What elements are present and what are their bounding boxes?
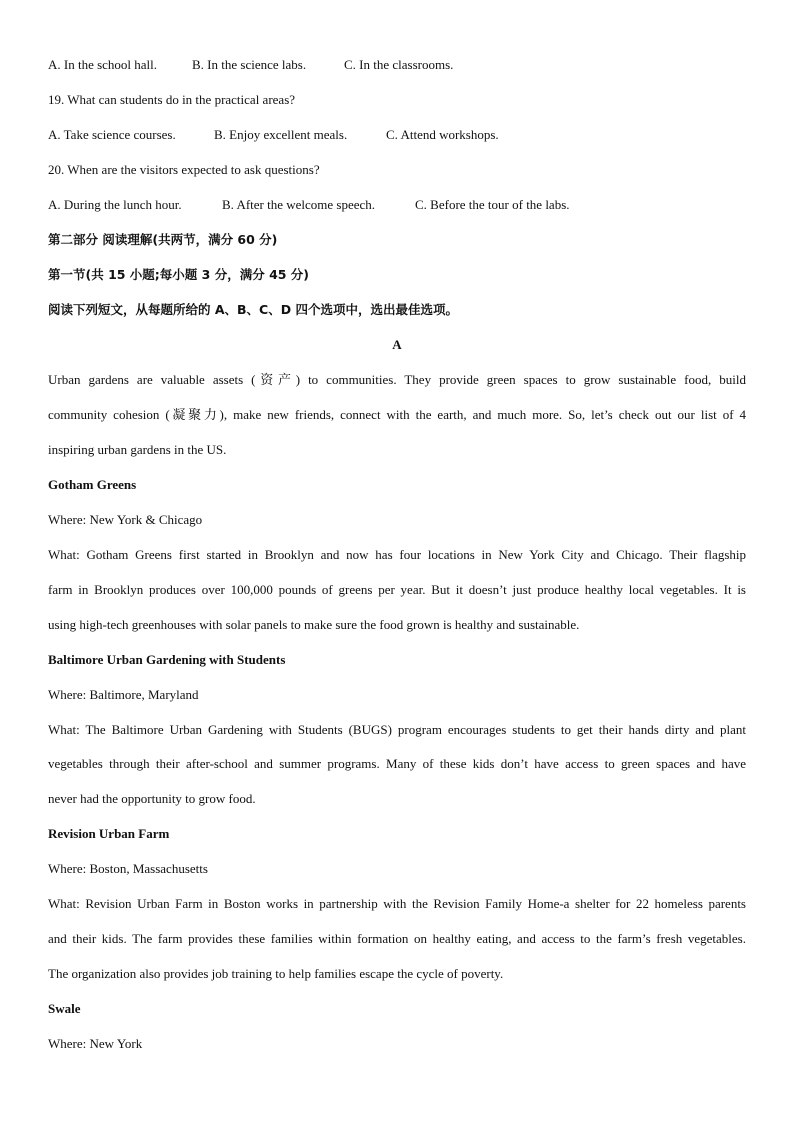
q18-options <box>48 55 746 75</box>
garden-what-revision-3: The organization also provides job training to help families escape the cycle of poverty. <box>48 966 504 981</box>
section1-title: 第一节(共 15 小题;每小题 3 分，满分 45 分) <box>48 267 310 282</box>
garden-what-gotham-2: farm in Brooklyn produces over 100,000 pounds of greens per year. But it doesn’t just produce healthy local vegetables. It is <box>48 582 746 597</box>
reading-instruction: 阅读下列短文，从每题所给的 A、B、C、D 四个选项中，选出最佳选项。 <box>48 302 458 317</box>
garden-name-bugs: Baltimore Urban Gardening with Students <box>48 652 286 667</box>
q18-option-c: C. In the classrooms. <box>344 57 454 72</box>
q20-option-c: C. Before the tour of the labs. <box>415 197 570 212</box>
garden-where-gotham: Where: New York & Chicago <box>48 512 203 527</box>
intro-line-3: inspiring urban gardens in the US. <box>48 442 227 457</box>
intro-line-1: Urban gardens are valuable assets (资产) to communities. They provide green spaces to grow sustainable food, build <box>48 372 746 387</box>
q20-option-a: A. During the lunch hour. <box>48 197 182 212</box>
garden-where-revision: Where: Boston, Massachusetts <box>48 861 208 876</box>
garden-what-revision-1: What: Revision Urban Farm in Boston works in partnership with the Revision Family Home-a shelter for 22 homeless parents <box>48 896 746 911</box>
garden-where-bugs: Where: Baltimore, Maryland <box>48 687 199 702</box>
garden-what-bugs-1: What: The Baltimore Urban Gardening with Students (BUGS) program encourages students to get their hands dirty and plant <box>48 722 746 737</box>
garden-what-bugs-2: vegetables through their after-school and summer programs. Many of these kids don’t have access to green spaces and have <box>48 756 746 771</box>
q20-option-b: B. After the welcome speech. <box>222 197 376 212</box>
garden-where-swale: Where: New York <box>48 1036 143 1051</box>
q19-option-c: C. Attend workshops. <box>386 127 499 142</box>
garden-what-bugs-3: never had the opportunity to grow food. <box>48 791 256 806</box>
garden-name-revision: Revision Urban Farm <box>48 826 170 841</box>
q19-option-a: A. Take science courses. <box>48 127 176 142</box>
q20-options <box>48 195 746 215</box>
q19-question: 19. What can students do in the practical areas? <box>48 92 296 107</box>
q19-options <box>48 125 746 145</box>
intro-line-2: community cohesion (凝聚力), make new friends, connect with the earth, and much more. So, let’s check out our list of 4 <box>48 407 746 422</box>
garden-name-gotham: Gotham Greens <box>48 477 137 492</box>
q19-option-b: B. Enjoy excellent meals. <box>214 127 348 142</box>
part2-title: 第二部分 阅读理解(共两节，满分 60 分) <box>48 232 278 247</box>
garden-name-swale: Swale <box>48 1001 81 1016</box>
garden-what-gotham-1: What: Gotham Greens first started in Brooklyn and now has four locations in New York City and Chicago. Their flagship <box>48 547 746 562</box>
passage-letter: A <box>392 337 402 352</box>
q20-question: 20. When are the visitors expected to ask questions? <box>48 162 320 177</box>
q18-option-b: B. In the science labs. <box>192 57 307 72</box>
garden-what-gotham-3: using high-tech greenhouses with solar panels to make sure the food grown is healthy and sustainable. <box>48 617 580 632</box>
garden-what-revision-2: and their kids. The farm provides these families within formation on healthy eating, and access to the farm’s fresh vegetables. <box>48 931 746 946</box>
q18-option-a: A. In the school hall. <box>48 57 158 72</box>
